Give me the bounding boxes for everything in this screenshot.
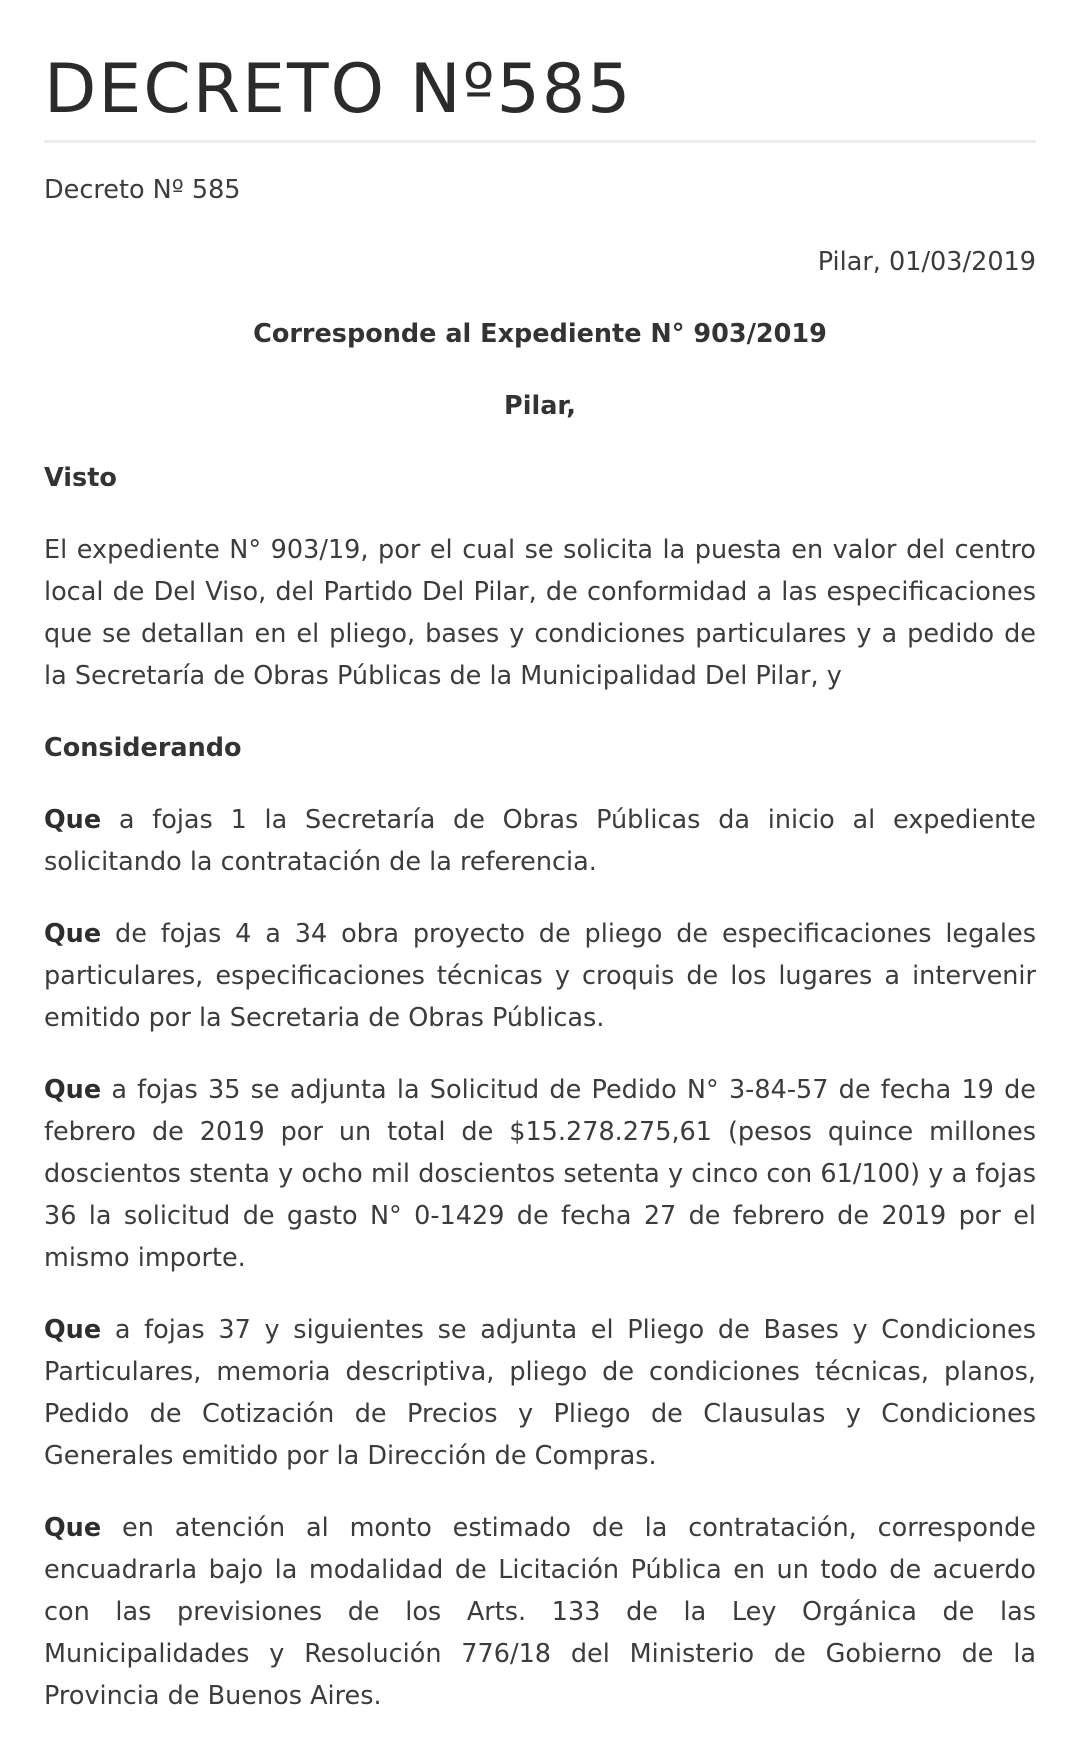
- que-lead: Que: [44, 1513, 102, 1543]
- visto-heading: Visto: [44, 463, 117, 493]
- decree-subtitle: Decreto Nº 585: [44, 175, 241, 205]
- considerando-text: en atención al monto estimado de la contratación, corresponde encuadrarla bajo la modalidad de Licitación Pública en un todo de acuerdo con las previsiones de los Arts. 133 de la Ley Orgánica de las Municipalidades y Resolución 776/18 del Ministerio de Gobierno de la Provincia de Buenos Aires.: [44, 1513, 1036, 1711]
- considerando-text: a fojas 37 y siguientes se adjunta el Pliego de Bases y Condiciones Particulares, memoria descriptiva, pliego de condiciones técnicas, planos, Pedido de Cotización de Precios y Pliego de Clausulas y Condiciones Generales emitido por la Dirección de Compras.: [44, 1315, 1036, 1471]
- page-title: DECRETO Nº585: [44, 50, 633, 129]
- considerando-text: de fojas 4 a 34 obra proyecto de pliego de especificaciones legales particulares, especificaciones técnicas y croquis de los lugares a intervenir emitido por la Secretaria de Obras Públicas.: [44, 919, 1036, 1033]
- considerando-paragraph: [44, 1069, 1036, 1279]
- considerando-text: a fojas 35 se adjunta la Solicitud de Pedido N° 3-84-57 de fecha 19 de febrero de 2019 por un total de $15.278.275,61 (pesos quince millones doscientos stenta y ocho mil doscientos setenta y cinco con 61/100) y a fojas 36 la solicitud de gasto N° 0-1429 de fecha 27 de febrero de 2019 por el mismo importe.: [44, 1075, 1036, 1273]
- visto-paragraph: El expediente N° 903/19, por el cual se solicita la puesta en valor del centro local de Del Viso, del Partido Del Pilar, de conformidad a las especificaciones que se detallan en el pliego, bases y condiciones particulares y a pedido de la Secretaría de Obras Públicas de la Municipalidad Del Pilar, y: [44, 535, 1036, 691]
- title-divider: [44, 140, 1036, 143]
- que-lead: Que: [44, 1315, 102, 1345]
- que-lead: Que: [44, 1075, 102, 1105]
- que-lead: Que: [44, 919, 102, 949]
- que-lead: Que: [44, 805, 102, 835]
- considerando-text: a fojas 1 la Secretaría de Obras Públicas da inicio al expediente solicitando la contratación de la referencia.: [44, 805, 1036, 877]
- considerando-paragraph: [44, 799, 1036, 883]
- city-line: Pilar,: [504, 391, 576, 421]
- expediente-reference: Corresponde al Expediente N° 903/2019: [253, 319, 827, 349]
- decree-date: Pilar, 01/03/2019: [817, 247, 1036, 277]
- considerando-heading: Considerando: [44, 733, 242, 763]
- considerando-paragraph: [44, 913, 1036, 1039]
- considerando-paragraph: [44, 1309, 1036, 1477]
- considerando-paragraph: [44, 1507, 1036, 1717]
